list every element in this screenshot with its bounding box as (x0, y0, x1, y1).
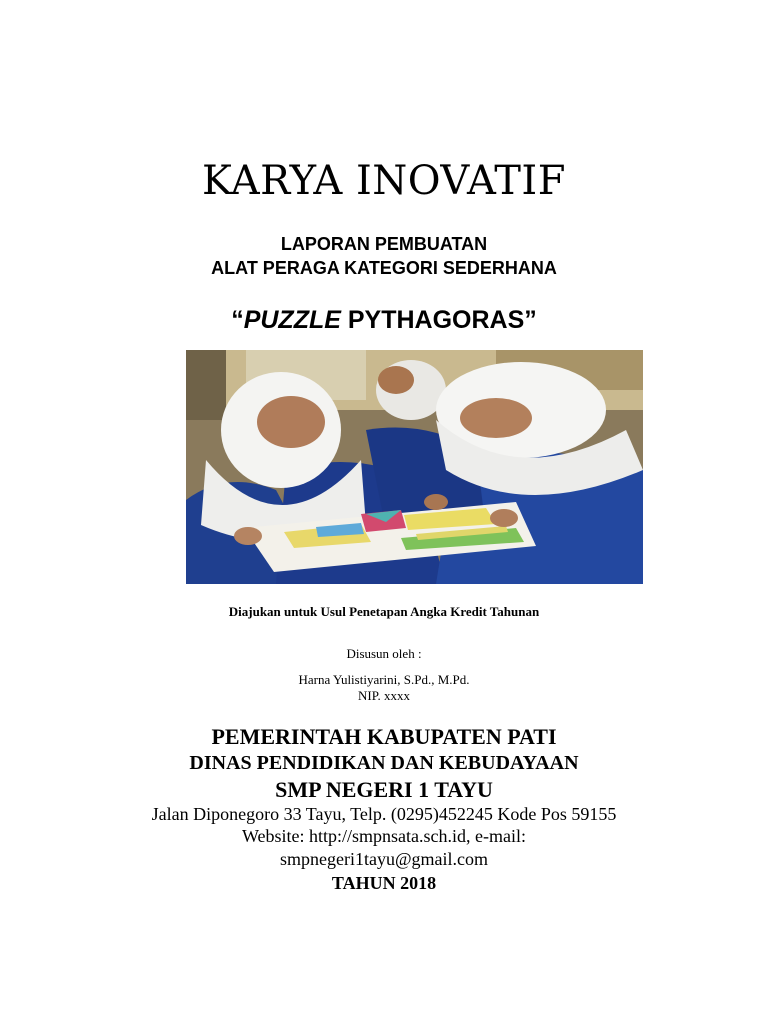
document-title: KARYA INOVATIF (202, 158, 566, 204)
institution-email: smpnegeri1tayu@gmail.com (279, 849, 489, 869)
students-photo-illustration (186, 350, 643, 584)
institution-line-1: PEMERINTAH KABUPATEN PATI (211, 724, 557, 749)
subtitle-line-1: LAPORAN PEMBUATAN (280, 234, 488, 254)
project-title-italic-word: PUZZLE (243, 306, 341, 334)
project-title (0, 306, 768, 335)
project-title-rest: PYTHAGORAS” (340, 306, 537, 334)
document-year: TAHUN 2018 (331, 873, 437, 893)
institution-address: Jalan Diponegoro 33 Tayu, Telp. (0295)452245 Kode Pos 59155 (151, 804, 617, 824)
author-name: Harna Yulistiyarini, S.Pd., M.Pd. (298, 672, 470, 687)
purpose-text: Diajukan untuk Usul Penetapan Angka Kredit Tahunan (228, 604, 540, 619)
author-nip: NIP. xxxx (357, 688, 410, 703)
compiled-by-label: Disusun oleh : (346, 646, 422, 661)
subtitle-line-2: ALAT PERAGA KATEGORI SEDERHANA (211, 258, 557, 278)
institution-line-2: DINAS PENDIDIKAN DAN KEBUDAYAAN (189, 752, 579, 774)
project-title-open-quote: “ (231, 306, 244, 334)
institution-website: Website: http://smpnsata.sch.id, e-mail: (241, 826, 526, 846)
cover-photo (186, 350, 643, 584)
institution-line-3: SMP NEGERI 1 TAYU (275, 777, 493, 802)
